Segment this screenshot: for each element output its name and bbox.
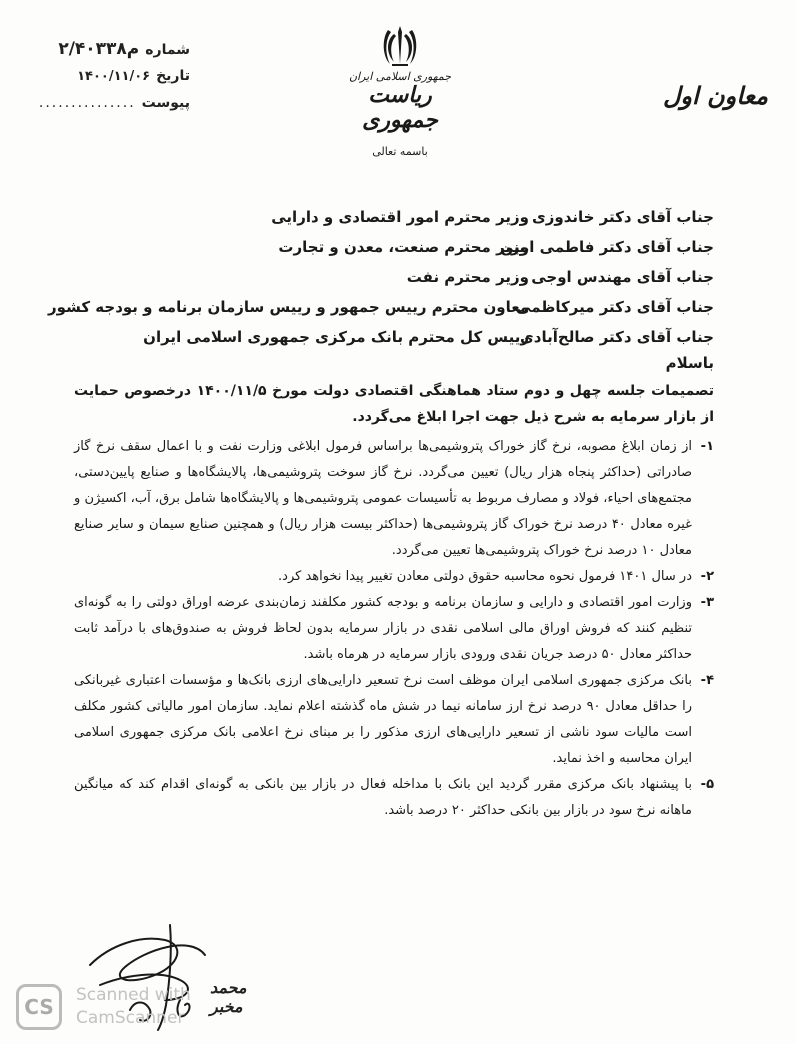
decision-item — [74, 564, 714, 590]
camscanner-watermark — [76, 984, 191, 1030]
date-value: ۱۴۰۰/۱۱/۰۶ — [77, 69, 151, 84]
addressee-name: جناب آقای دکتر خاندوزی — [532, 208, 714, 226]
number-label: شماره — [145, 42, 190, 58]
decision-item — [74, 772, 714, 824]
attachment-label: پیوست — [141, 95, 190, 111]
attachment-row — [40, 90, 190, 116]
item-text: با پیشنهاد بانک مرکزی مقرر گردید این بانک با مداخله فعال در بازار بین بانکی به گونه‌ای اقدام کند که میانگین ماهانه نرخ سود در بازار بین بانکی حداکثر ۲۰ درصد باشد. — [74, 777, 692, 818]
attachment-value: ............... — [38, 95, 136, 111]
addressee-title: وزیر محترم صنعت، معدن و تجارت — [278, 238, 529, 256]
addressee-name: جناب آقای دکتر میرکاظمی — [516, 298, 714, 316]
addressee-name: جناب آقای دکتر فاطمی امین — [500, 238, 714, 256]
item-number: ۱- — [700, 439, 714, 454]
signature-name: محمد مخبر — [210, 978, 247, 1016]
iran-emblem-icon — [380, 24, 420, 68]
addressee-name: جناب آقای مهندس اوجی — [531, 268, 714, 286]
bismillah-label: باسمه تعالی — [372, 145, 428, 158]
letterhead — [330, 24, 470, 158]
item-number: ۳- — [700, 595, 714, 610]
addressee-name: جناب آقای دکتر صالح‌آبادی — [520, 328, 714, 346]
item-text: در سال ۱۴۰۱ فرمول نحوه محاسبه حقوق دولتی معادن تغییر پیدا نخواهد کرد. — [278, 569, 692, 584]
camscanner-logo-icon: CS — [16, 984, 62, 1030]
date-label: تاریخ — [156, 68, 190, 84]
addressee-title: معاون محترم رییس جمهور و رییس سازمان برنامه و بودجه کشور — [48, 298, 529, 316]
decision-item — [74, 434, 714, 564]
salutation: باسلام — [665, 354, 714, 372]
addressee-title: رییس کل محترم بانک مرکزی جمهوری اسلامی ایران — [143, 328, 529, 346]
item-text: وزارت امور اقتصادی و دارایی و سازمان برنامه و بودجه کشور مکلفند زمان‌بندی عرضه اوراق دولتی را به گونه‌ای تنظیم کنند که فروش اوراق مالی اسلامی نقدی در بازار سرمایه بدون لحاظ فروش به صندوق‌های با درآمد ثابت حداکثر معادل ۵۰ درصد جریان نقدی ورودی بازار سرمایه در هرماه باشد. — [74, 595, 692, 662]
addressee-row — [74, 202, 714, 232]
date-row — [40, 63, 190, 90]
number-row — [40, 36, 190, 63]
watermark-line-1: Scanned with — [76, 985, 191, 1005]
presidency-label: ریاست جمهوری — [362, 83, 438, 133]
item-number: ۴- — [700, 673, 714, 688]
republic-label: جمهوری اسلامی ایران — [348, 70, 452, 83]
decision-item — [74, 590, 714, 668]
addressee-row — [74, 262, 714, 292]
item-text: از زمان ابلاغ مصوبه، نرخ گاز خوراک پتروشیمی‌ها براساس فرمول ابلاغی وزارت نفت و با اعمال سقف نرخ گاز صادراتی (حداکثر پنجاه هزار ریال) تعیین می‌گردد. نرخ گاز سوخت پتروشیمی‌ها، پالایشگاه‌ها و صنایع پایین‌دستی، مجتمع‌های احیاء، فولاد و مصارف مربوط به تأسیسات عمومی پتروشیمی‌ها و پالایشگاه‌ها شامل برق، آب، اکسیژن و غیره معادل ۴۰ درصد نرخ خوراک گاز پتروشیمی‌ها (حداکثر بیست هزار ریال) و همچنین صنایع سیمان و سایر صنایع معادل ۱۰ درصد نرخ خوراک پتروشیمی‌ها تعیین می‌گردد. — [74, 439, 692, 558]
item-number: ۲- — [700, 569, 714, 584]
decision-item — [74, 668, 714, 772]
intro-paragraph: تصمیمات جلسه چهل و دوم ستاد هماهنگی اقتصادی دولت مورخ ۱۴۰۰/۱۱/۵ درخصوص حمایت از بازار سرمایه به شرح ذیل جهت اجرا ابلاغ می‌گردد. — [74, 383, 715, 425]
number-value: ۲/۴۰۳۳۸م — [58, 39, 140, 59]
item-number: ۵- — [700, 777, 714, 792]
addressee-row — [48, 292, 714, 322]
addressee-title: وزیر محترم نفت — [406, 268, 529, 286]
letter-body — [74, 354, 714, 824]
watermark-line-2: CamScanner — [76, 1008, 185, 1028]
addressee-row — [74, 232, 714, 262]
letter-meta — [40, 36, 190, 116]
addressee-row — [74, 322, 714, 352]
item-text: بانک مرکزی جمهوری اسلامی ایران موظف است نرخ تسعیر دارایی‌های ارزی بانک‌ها و مؤسسات اعتباری غیربانکی را حداقل معادل ۹۰ درصد نرخ ارز سامانه نیما در شش ماه گذشته اعلام نماید. سازمان امور مالیاتی کشور مکلف است مالیات سود ناشی از تسعیر دارایی‌های ارزی مذکور را بر مبنای نرخ اعلامی بانک مرکزی جمهوری اسلامی ایران محاسبه و اخذ نماید. — [74, 673, 692, 766]
addressee-title: وزیر محترم امور اقتصادی و دارایی — [271, 208, 529, 226]
deputy-title: معاون اول — [662, 82, 768, 110]
addressee-list — [48, 202, 714, 352]
